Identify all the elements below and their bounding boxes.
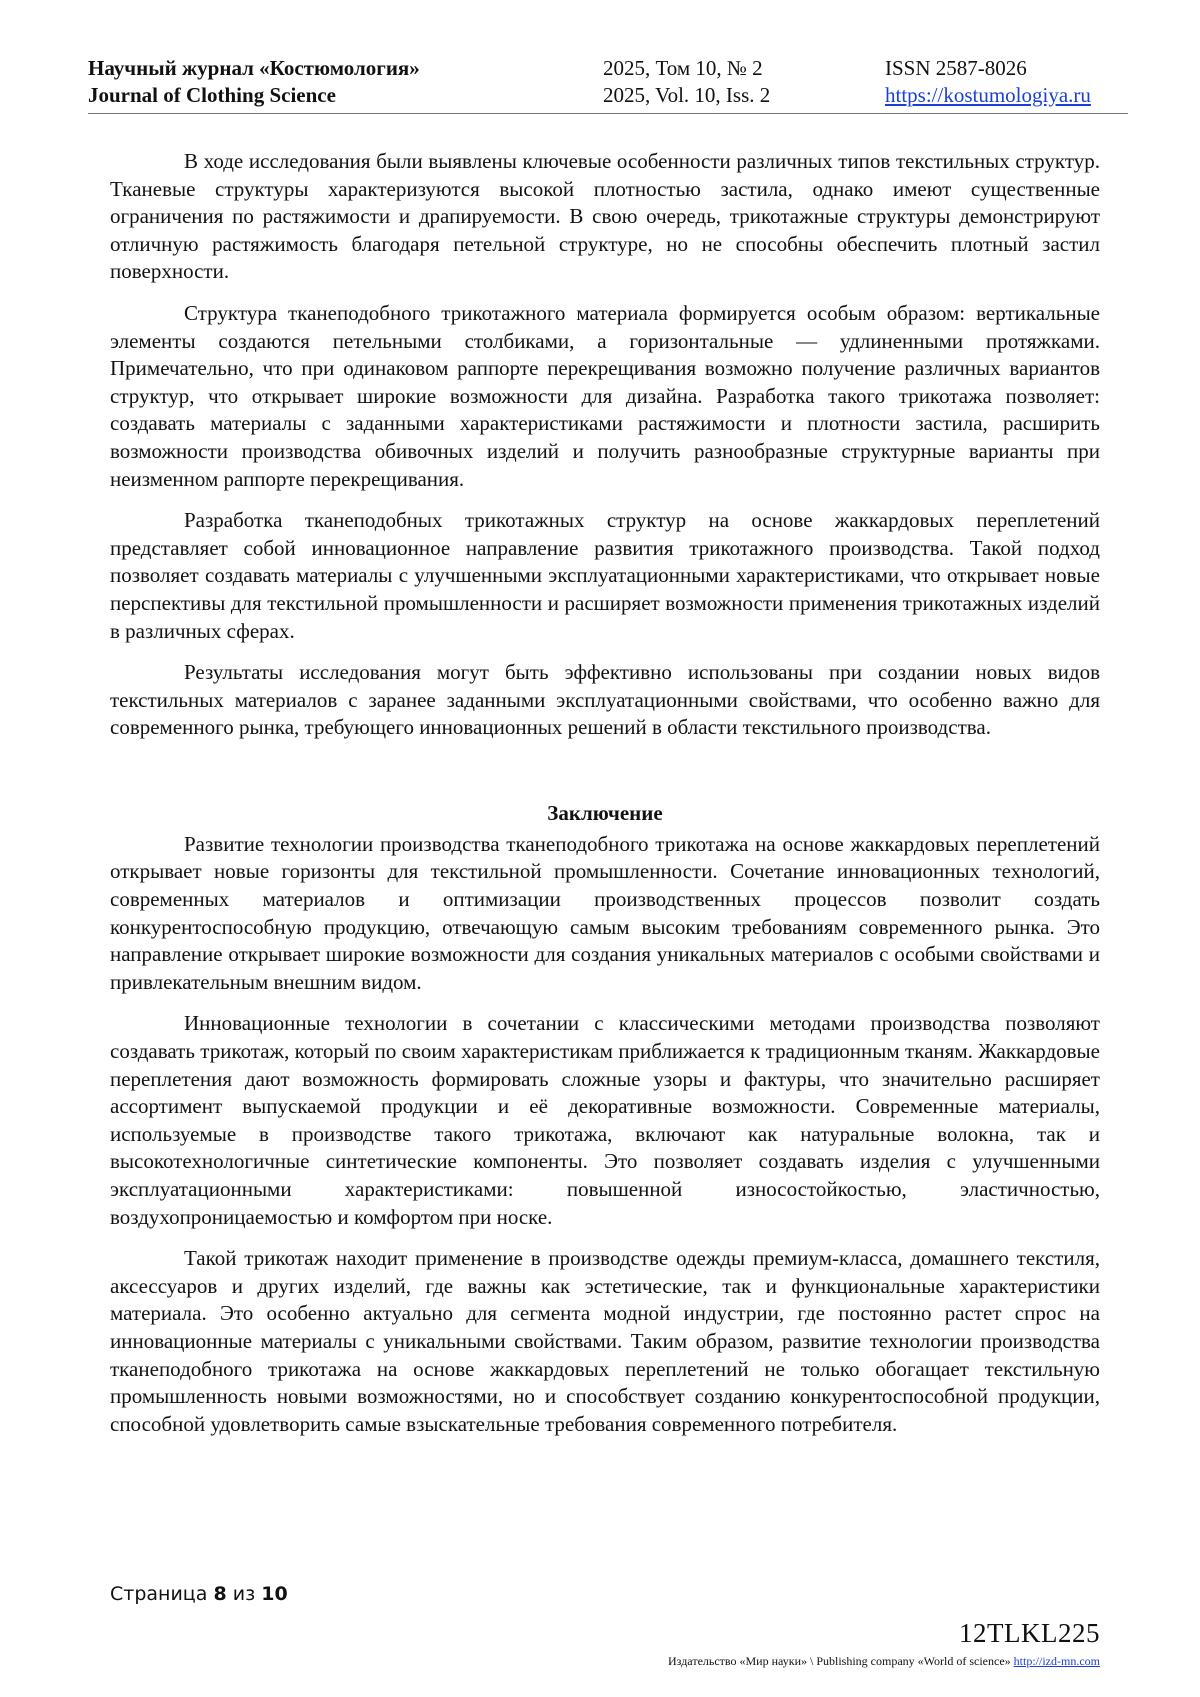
page-number [110, 1583, 288, 1605]
body-paragraph: Результаты исследования могут быть эффективно использованы при создании новых видов текстильных материалов с заранее заданными эксплуатационными свойствами, что особенно важно для современного рынка, требующего инновационных решений в области текстильного производства. [110, 660, 1100, 740]
page-separator: из [232, 1583, 256, 1605]
article-code: 12TLKL225 [959, 1618, 1100, 1648]
publisher-text: Издательство «Мир науки» \ Publishing company «World of science» [668, 1654, 1011, 1668]
article-content [110, 148, 1100, 1452]
journal-url-link[interactable]: https://kostumologiya.ru [885, 83, 1091, 107]
volume-block [603, 55, 770, 109]
conclusion-paragraph: Такой трикотаж находит применение в производстве одежды премиум-класса, домашнего текстиля, аксессуаров и других изделий, где важны как эстетические, так и функциональные характеристики материала. Это особенно актуально для сегмента модной индустрии, где постоянно растет спрос на инновационные материалы с уникальными свойствами. Таким образом, развитие технологии производства тканеподобного трикотажа на основе жаккардовых переплетений не только обогащает текстильную промышленность новыми возможностями, но и способствует созданию конкурентоспособной продукции, способной удовлетворить самые взыскательные требования современного потребителя. [110, 1246, 1100, 1436]
page-header [88, 55, 1128, 114]
journal-title-en: Journal of Clothing Science [88, 83, 336, 107]
publisher-link[interactable]: http://izd-mn.com [1013, 1654, 1100, 1668]
conclusion-paragraph: Развитие технологии производства тканеподобного трикотажа на основе жаккардовых переплетений открывает новые горизонты для текстильной промышленности. Сочетание инновационных технологий, современных материалов и оптимизации производственных процессов позволит создать конкурентоспособную продукцию, отвечающую самым высоким требованиям современного рынка. Это направление открывает широкие возможности для создания уникальных материалов с особыми свойствами и привлекательным внешним видом. [110, 831, 1100, 994]
body-paragraph: Структура тканеподобного трикотажного материала формируется особым образом: вертикальные элементы создаются петельными столбиками, а горизонтальные — удлиненными протяжками. Примечательно, что при одинаковом раппорте перекрещивания возможно получение различных вариантов структур, что открывает широкие возможности для дизайна. Разработка такого трикотажа позволяет: создавать материалы с заданными характеристиками растяжимости и плотности застила, расширить возможности производства обивочных изделий и получить разнообразные структурные варианты при неизменном раппорте перекрещивания. [110, 300, 1100, 491]
volume-ru: 2025, Том 10, № 2 [603, 56, 763, 80]
conclusion-paragraph: Инновационные технологии в сочетании с классическими методами производства позволяют создавать трикотаж, который по своим характеристикам приближается к традиционным тканям. Жаккардовые переплетения дают возможность формировать сложные узоры и фактуры, что значительно расширяет ассортимент выпускаемой продукции и её декоративные возможности. Современные материалы, используемые в производстве такого трикотажа, включают как натуральные волокна, так и высокотехнологичные синтетические компоненты. Это позволяет создавать изделия с улучшенными эксплуатационными характеристиками: повышенной износостойкостью, эластичностью, воздухопроницаемостью и комфортом при носке. [110, 1011, 1100, 1229]
page-current: 8 [213, 1583, 227, 1605]
conclusion-heading: Заключение [547, 800, 663, 825]
publisher-line [668, 1654, 1100, 1669]
page-prefix: Страница [110, 1583, 208, 1605]
body-paragraph: Разработка тканеподобных трикотажных структур на основе жаккардовых переплетений представляет собой инновационное направление развития трикотажного производства. Такой подход позволяет создавать материалы с улучшенными эксплуатационными характеристиками, что открывает новые перспективы для текстильной промышленности и расширяет возможности применения трикотажных изделий в различных сферах. [110, 508, 1100, 643]
page-total: 10 [261, 1583, 288, 1605]
body-paragraph: В ходе исследования были выявлены ключевые особенности различных типов текстильных структур. Тканевые структуры характеризуются высокой плотностью застила, однако имеют существенные ограничения по растяжимости и драпируемости. В свою очередь, трикотажные структуры демонстрируют отличную растяжимость благодаря петельной структуре, но не способны обеспечить плотный застил поверхности. [110, 149, 1100, 284]
journal-title-block [88, 55, 420, 109]
volume-en: 2025, Vol. 10, Iss. 2 [603, 83, 771, 107]
issn-block [885, 55, 1091, 109]
journal-title-ru: Научный журнал «Костюмология» [88, 56, 420, 80]
issn: ISSN 2587-8026 [885, 56, 1027, 80]
